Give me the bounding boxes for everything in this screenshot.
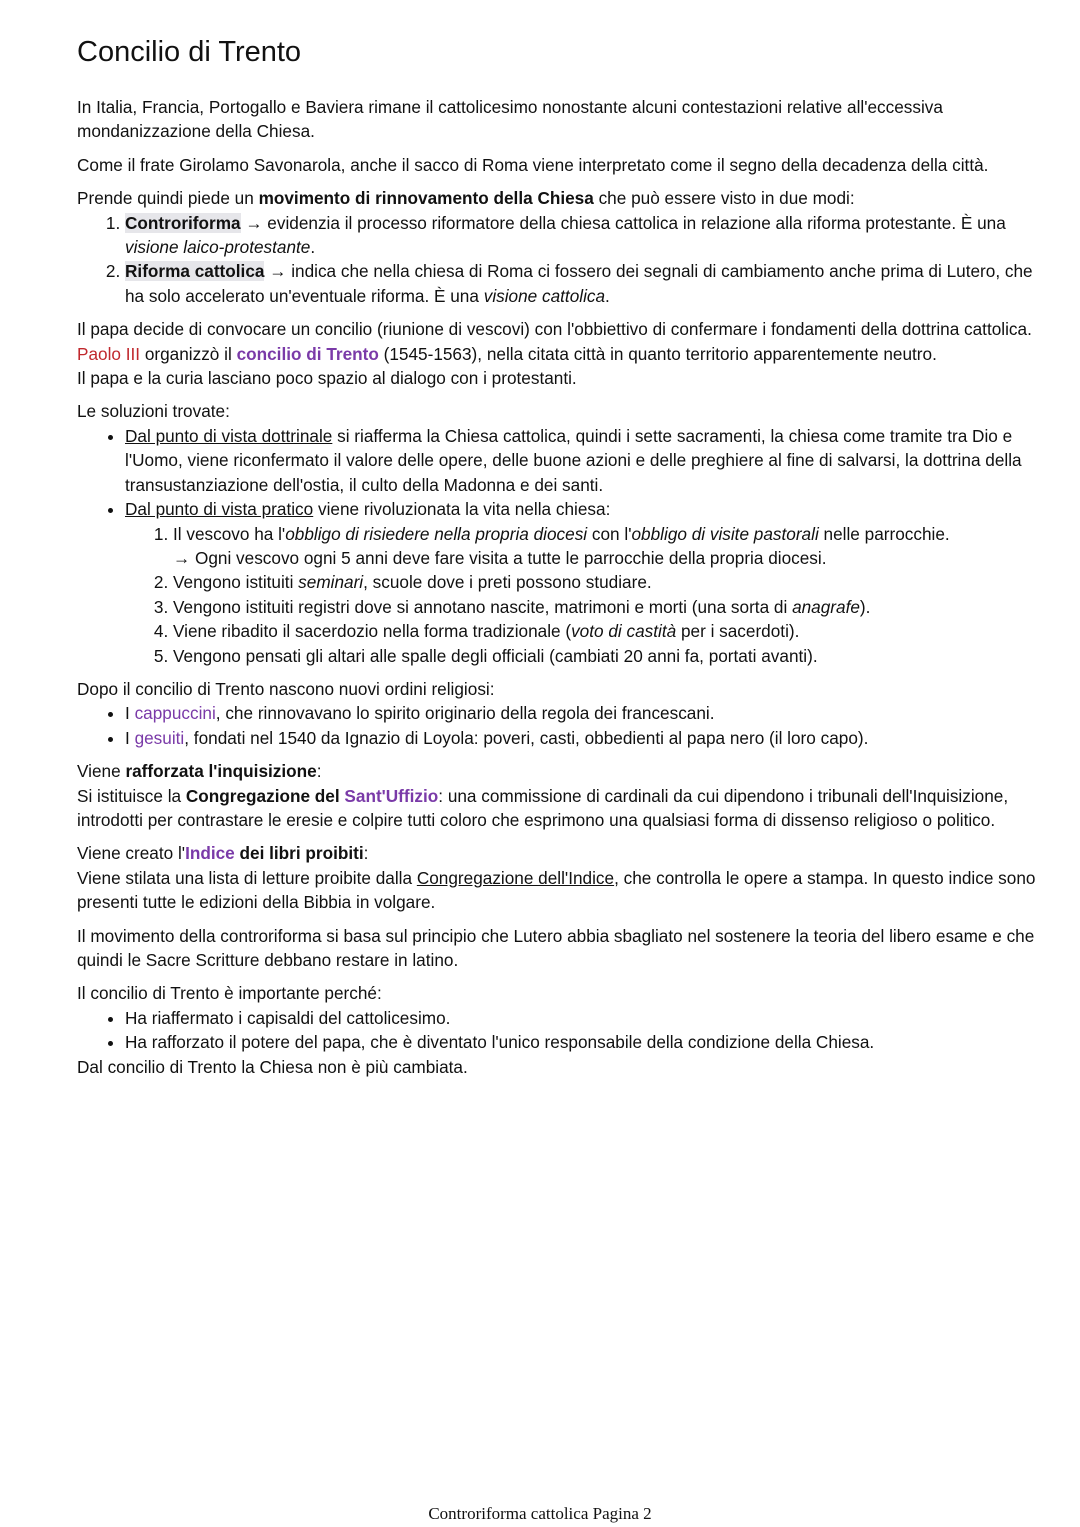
document-page	[77, 34, 1052, 1088]
paragraph-intro: In Italia, Francia, Portogallo e Baviera rimane il cattolicesimo nonostante alcuni contestazioni relative all'eccessiva mondanizzazione della Chiesa.	[77, 97, 943, 142]
importance-list	[77, 1006, 1052, 1055]
list-item: • I gesuiti, fondati nel 1540 da Ignazio di Loyola: poveri, casti, obbedienti al papa nero (il loro capo).	[125, 726, 1052, 750]
list-item: • Dal punto di vista dottrinale si riafferma la Chiesa cattolica, quindi i sette sacramenti, la chiesa come tramite tra Dio e l'Uomo, viene riconfermato il valore delle opere, delle buone azioni e delle preghiere al fine di salvarsi, la dottrina della transustanziazione dell'ostia, il culto della Madonna e dei santi.	[125, 424, 1052, 497]
page-footer: Controriforma cattolica Pagina 2	[428, 1504, 652, 1523]
paragraph-movement-intro: Prende quindi piede un movimento di rinnovamento della Chiesa che può essere visto in due modi:	[77, 188, 855, 209]
practical-list	[125, 522, 1052, 668]
list-item: 2. Riforma cattolica → indica che nella chiesa di Roma ci fossero dei segnali di cambiamento anche prima di Lutero, che ha solo accelerato un'eventuale riforma. È una visione cattolica.	[125, 259, 1052, 308]
list-item: 1. Controriforma → evidenzia il processo riformatore della chiesa cattolica in relazione alla riforma protestante. È una visione laico-protestante.	[125, 211, 1052, 260]
list-item: 4. Viene ribadito il sacerdozio nella forma tradizionale (voto di castità per i sacerdoti).	[173, 619, 1052, 643]
list-item: • Ha riaffermato i capisaldi del cattolicesimo.	[125, 1006, 1052, 1030]
importance-intro: Il concilio di Trento è importante perché:	[77, 983, 382, 1004]
list-item: • I cappuccini, che rinnovavano lo spirito originario della regola dei francescani.	[125, 701, 1052, 725]
list-item: • Dal punto di vista pratico viene rivoluzionata la vita nella chiesa: 1. Il vescovo ha l'obbligo di risiedere nella propria diocesi con l'obbligo di visite pastorali nelle parrocchie. → Ogni vescovo ogni 5 anni deve fare visita a tutte le parrocchie della propria diocesi. 2. Vengono istituiti seminari, scuole dove i preti possono studiare. 3. Vengono istituiti registri dove si annotano nascite, matrimoni e morti (una sorta di anagrafe). 4. Viene ribadito il sacerdozio nella forma tradizionale (voto di castità per i sacerdoti). 5. Vengono pensati gli altari alle spalle degli officiali (cambiati 20 anni fa, portati avanti).	[125, 497, 1052, 668]
paragraph-council: Il papa decide di convocare un concilio (riunione di vescovi) con l'obbiettivo di confermare i fondamenti della dottrina cattolica. Paolo III organizzò il concilio di Trento (1545-1563), nella citata città in quanto territorio apparentemente neutro. Il papa e la curia lasciano poco spazio al dialogo con i protestanti.	[77, 319, 1032, 389]
paragraph-index: Viene creato l'Indice dei libri proibiti: Viene stilata una lista di letture proibite dalla Congregazione dell'Indice, che controlla le opere a stampa. In questo indice sono presenti tutte le edizioni della Bibbia in volgare.	[77, 843, 1036, 913]
solutions-intro: Le soluzioni trovate:	[77, 401, 230, 422]
modes-list	[77, 211, 1052, 309]
list-item: 3. Vengono istituiti registri dove si annotano nascite, matrimoni e morti (una sorta di anagrafe).	[173, 595, 1052, 619]
paragraph-inquisition: Viene rafforzata l'inquisizione: Si istituisce la Congregazione del Sant'Uffizio: una commissione di cardinali da cui dipendono i tribunali dell'Inquisizione, introdotti per contrastare le eresie e colpire tutti coloro che esprimono una qualsiasi forma di dissenso religioso o politico.	[77, 761, 1009, 830]
page-title: Concilio di Trento	[77, 36, 302, 68]
list-item: 5. Vengono pensati gli altari alle spalle degli officiali (cambiati 20 anni fa, portati avanti).	[173, 644, 1052, 668]
orders-intro: Dopo il concilio di Trento nascono nuovi ordini religiosi:	[77, 678, 495, 699]
list-item: • Ha rafforzato il potere del papa, che è diventato l'unico responsabile della condizione della Chiesa.	[125, 1030, 1052, 1054]
list-item: 2. Vengono istituiti seminari, scuole dove i preti possono studiare.	[173, 570, 1052, 594]
solutions-list	[77, 424, 1052, 668]
paragraph-conclusion: Dal concilio di Trento la Chiesa non è più cambiata.	[77, 1056, 468, 1077]
list-item: 1. Il vescovo ha l'obbligo di risiedere nella propria diocesi con l'obbligo di visite pastorali nelle parrocchie. → Ogni vescovo ogni 5 anni deve fare visita a tutte le parrocchie della propria diocesi.	[173, 522, 1052, 571]
orders-list	[77, 701, 1052, 750]
paragraph-latin: Il movimento della controriforma si basa sul principio che Lutero abbia sbagliato nel sostenere la teoria del libero esame e che quindi le Sacre Scritture debbano restare in latino.	[77, 925, 1035, 970]
paragraph-savonarola: Come il frate Girolamo Savonarola, anche il sacco di Roma viene interpretato come il segno della decadenza della città.	[77, 154, 989, 175]
